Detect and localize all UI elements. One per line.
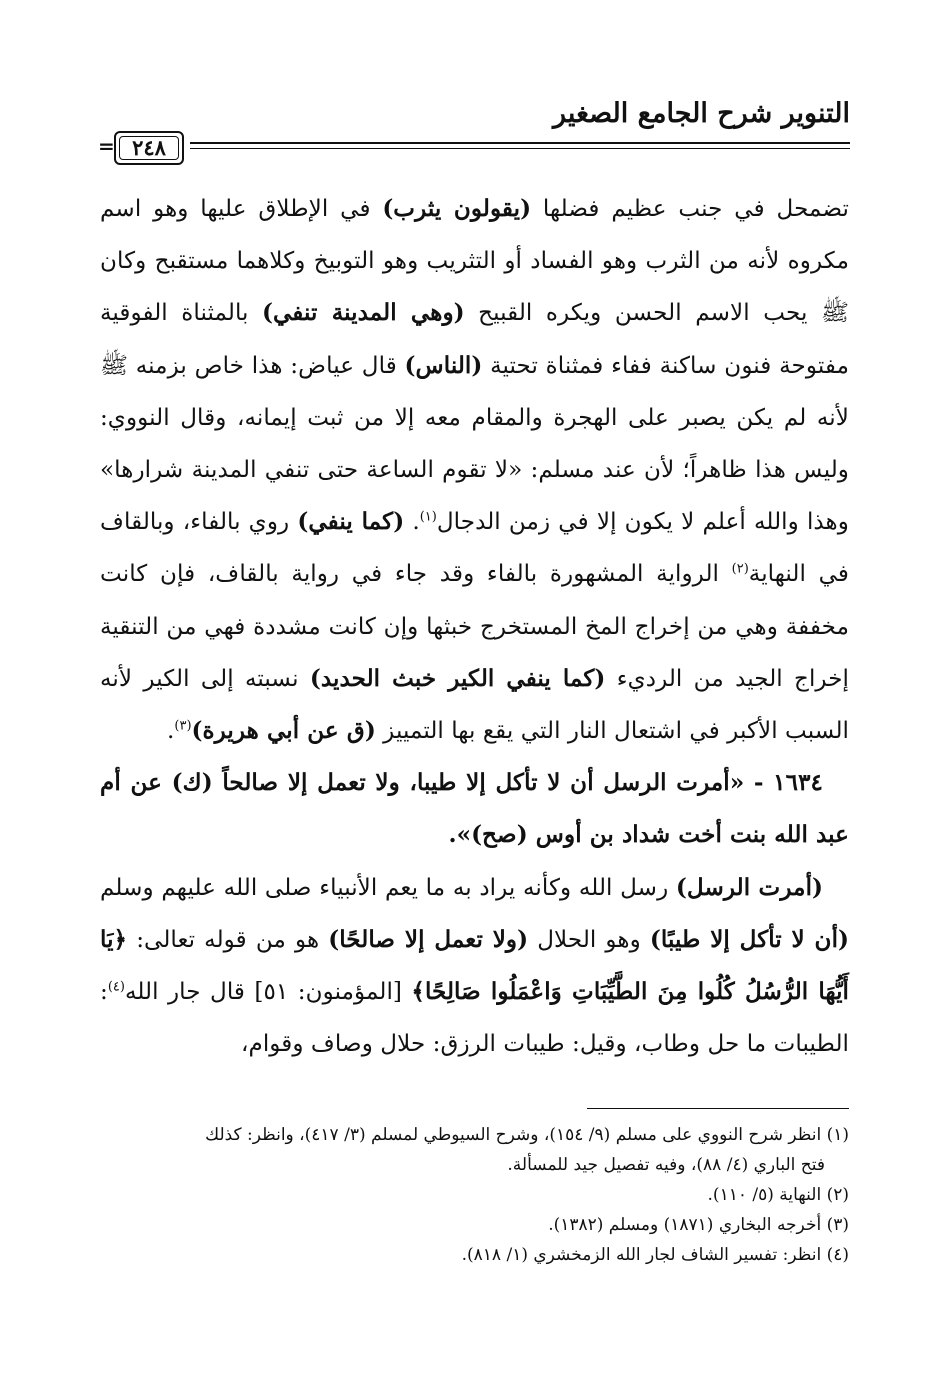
paragraph-commentary-1: تضمحل في جنب عظيم فضلها (يقولون يثرب) في الإطلاق عليها وهو اسم مكروه لأنه من الثرب وهو الفساد أو التثريب وهو التوبيخ وكلاهما مستقبح وكان ﷺ يحب الاسم الحسن ويكره القبيح (وهي المدينة تنفي) بالمثناة الفوقية مفتوحة فنون ساكنة ففاء فمثناة تحتية (الناس) قال عياض: هذا خاص بزمنه ﷺ لأنه لم يكن يصبر على الهجرة والمقام معه إلا من ثبت إيمانه، وقال النووي: وليس هذا ظاهراً؛ لأن عند مسلم: «لا تقوم الساعة حتى تنفي المدينة شرارها» وهذا والله أعلم لا يكون إلا في زمن الدجال$^{(١)}$. (كما ينفي) روي بالفاء، وبالقاف في النهاية$^{(٢)}$ الرواية المشهورة بالفاء وقد جاء في رواية بالقاف، فإن كانت مخففة وهي من إخراج المخ المستخرج خبثها وإن كانت مشددة فهي من التنقية إخراج الجيد من الرديء (كما ينفي الكير خبث الحديد) نسبته إلى الكير لأنه السبب الأكبر في اشتعال النار التي يقع بها التمييز (ق عن أبي هريرة)$^{(٣)}$. bbox=[100, 195, 850, 745]
footnote-separator bbox=[587, 1108, 849, 1109]
header-ornament: = bbox=[98, 134, 115, 158]
header-rule-thin bbox=[190, 148, 850, 149]
footnote-ref: (٢) bbox=[731, 561, 749, 577]
header-rule bbox=[190, 142, 850, 144]
footnote-4: (٤) انظر: تفسير الشاف لجار الله الزمخشري (١/ ٨١٨). bbox=[461, 1245, 849, 1265]
page-header bbox=[100, 98, 850, 178]
hadith-1634: ١٦٣٤ - «أمرت الرسل أن لا تأكل إلا طيبا، ولا تعمل إلا صالحاً (ك) عن أم عبد الله بنت أخت شداد بن أوس (صح)». bbox=[100, 769, 849, 849]
footnote-3: (٣) أخرجه البخاري (١٨٧١) ومسلم (١٣٨٢). bbox=[548, 1215, 849, 1235]
paragraph-commentary-2: (أمرت الرسل) رسل الله وكأنه يراد به ما يعم الأنبياء صلى الله عليهم وسلم (أن لا تأكل إلا طيبًا) وهو الحلال (ولا تعمل إلا صالحًا) هو من قوله تعالى: ﴿يَا أَيُّهَا الرُّسُلُ كُلُوا مِنَ الطَّيِّبَاتِ وَاعْمَلُوا صَالِحًا﴾ [المؤمنون: ٥١] قال جار الله$^{(٤)}$: الطيبات ما حل وطاب، وقيل: طيبات الرزق: حلال وصاف وقوام، bbox=[100, 873, 849, 1058]
footnote-ref: (١) bbox=[419, 509, 437, 525]
footnote-1-continued: فتح الباري (٤/ ٨٨)، وفيه تفصيل جيد للمسألة. bbox=[507, 1155, 825, 1175]
main-text bbox=[100, 183, 849, 1070]
footnote-ref: (٣) bbox=[174, 718, 192, 734]
page-number-badge bbox=[114, 131, 184, 165]
footnote-1: (١) انظر شرح النووي على مسلم (٩/ ١٥٤)، وشرح السيوطي لمسلم (٣/ ٤١٧)، وانظر: كذلك bbox=[205, 1125, 849, 1145]
book-title: التنوير شرح الجامع الصغير bbox=[553, 98, 850, 129]
footnote-ref: (٤) bbox=[107, 979, 125, 995]
footnote-2: (٢) النهاية (٥/ ١١٠). bbox=[707, 1185, 849, 1205]
footnotes bbox=[100, 1120, 849, 1270]
page-number: ٢٤٨ bbox=[132, 135, 166, 160]
